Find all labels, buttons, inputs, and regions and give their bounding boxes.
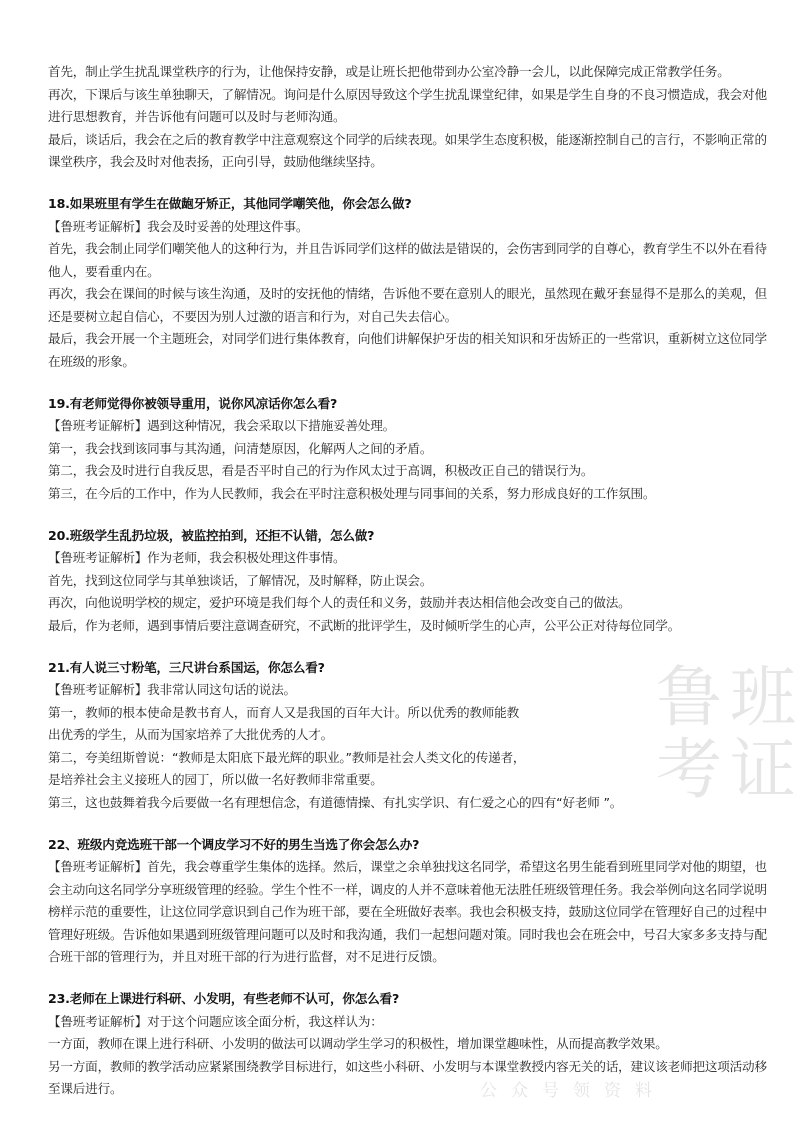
watermark-char: 班: [730, 659, 796, 736]
answer-line: 出优秀的学生，从而为国家培养了大批优秀的人才。: [48, 727, 334, 742]
answer-line: 他人，要看重内在。: [48, 263, 160, 279]
question-heading: 18.如果班里有学生在做龅牙矫正，其他同学嘲笑他，你会怎么做?: [48, 196, 412, 211]
text-line: 首先，制止学生扰乱课堂秩序的行为，让他保持安静，或是让班长把他带到办公室冷静一会儿，以此保障完成正常教学任务。: [48, 64, 730, 79]
answer-line: 在班级的形象。: [48, 353, 135, 369]
question-section: [48, 193, 768, 373]
watermark-char: 料: [635, 1081, 652, 1101]
intro-paragraph: [48, 61, 768, 174]
answer-line: 【鲁班考证解析】遇到这种情况，我会采取以下措施妥善处理。: [48, 418, 396, 433]
question-heading: 22、班级内竞选班干部一个调皮学习不好的男生当选了你会怎么办?: [48, 836, 420, 852]
answer-line: 【鲁班考证解析】首先，我会尊重学生集体的选择。然后，课堂之余单独找这名同学，希望这名男生能看到班里同学对他的期望，也: [48, 859, 767, 874]
question-section: [48, 834, 768, 969]
watermark-char: 公: [480, 1081, 497, 1101]
answer-line: 首先，找到这位同学与其单独谈话，了解情况，及时解释，防止误会。: [48, 572, 433, 588]
answer-line: 【鲁班考证解析】作为老师，我会积极处理这件事情。: [48, 550, 346, 565]
answer-line: 至课后进行。: [48, 1081, 123, 1096]
answer-line: 榜样示范的重要性，让这位同学意识到自己作为班干部，要在全班做好表率。我也会积极支持，鼓励这位同学在管理好自己的过程中: [48, 904, 767, 919]
answer-line: 第三，这也鼓舞着我今后要做一名有理想信念，有道德情操、有扎实学识、有仁爱之心的四有“好老师 ”。: [48, 794, 623, 810]
answer-line: 还是要树立起自信心，不要因为别人过激的语言和行为，对自己失去信心。: [48, 308, 457, 324]
text-line: 再次，下课后与该生单独聊天，了解情况。询问是什么原因导致这个学生扰乱课堂纪律，如果是学生自身的不良习惯造成，我会对他: [48, 86, 767, 102]
question-section: [48, 525, 768, 638]
question-heading: 21.有人说三寸粉笔，三尺讲台系国运，你怎么看?: [48, 659, 325, 675]
answer-line: 第三，在今后的工作中，作为人民教师，我会在平时注意积极处理与同事间的关系，努力形成良好的工作氛围。: [48, 485, 656, 501]
answer-line: 管理好班级。告诉他如果遇到班级管理问题可以及时和我沟通，我们一起想问题对策。同时我也会在班会中，号召大家多多支持与配: [48, 926, 767, 942]
question-heading: 23.老师在上课进行科研、小发明，有些老师不认可，你怎么看?: [48, 991, 400, 1006]
question-heading: 19.有老师觉得你被领导重用，说你风凉话你怎么看?: [48, 395, 338, 411]
answer-line: 第二，我会及时进行自我反思，看是否平时自己的行为作风太过于高调，积极改正自己的错误行为。: [48, 463, 594, 478]
watermark-char: 证: [730, 731, 796, 808]
answer-line: 第一，教师的根本使命是教书育人，而育人又是我国的百年大计。所以优秀的教师能教: [48, 704, 519, 720]
answer-line: 第二，夸美纽斯曾说：“教师是太阳底下最光辉的职业。”教师是社会人类文化的传递者，: [48, 749, 526, 765]
text-line: 最后，谈话后，我会在之后的教育教学中注意观察这个同学的后续表现。如果学生态度积极，能逐渐控制自己的言行，不影响正常的: [48, 131, 767, 147]
answer-line: 最后，作为老师，遇到事情后要注意调查研究，不武断的批评学生，及时倾听学生的心声，公平公正对待每位同学。: [48, 617, 681, 633]
question-section: [48, 988, 768, 1101]
question-section: [48, 657, 768, 815]
watermark-char: 资: [604, 1081, 621, 1101]
answer-line: 再次，我会在课间的时候与该生沟通，及时的安抚他的情绪，告诉他不要在意别人的眼光，虽然现在戴牙套显得不是那么的美观，但: [48, 286, 767, 301]
answer-line: 【鲁班考证解析】我非常认同这句话的说法。: [48, 682, 296, 697]
answer-line: 一方面，教师在课上进行科研、小发明的做法可以调动学生学习的积极性，增加课堂趣味性，从而提高教学效果。: [48, 1036, 668, 1051]
document-body: [48, 61, 768, 1101]
answer-line: 会主动向这名同学分享班级管理的经验。学生个性不一样，调皮的人并不意味着他无法胜任班级管理任务。我会举例向这名同学说明: [48, 881, 767, 897]
answer-line: 【鲁班考证解析】对于这个问题应该全面分析，我这样认为：: [48, 1013, 383, 1029]
watermark-char: 众: [511, 1081, 528, 1101]
answer-line: 首先，我会制止同学们嘲笑他人的这种行为，并且告诉同学们这样的做法是错误的，会伤害到同学的自尊心，教育学生不以外在看待: [48, 241, 767, 256]
watermark-char: 鲁: [656, 659, 722, 736]
question-heading: 20.班级学生乱扔垃圾，被监控拍到，还拒不认错，怎么做?: [48, 527, 375, 543]
answer-line: 最后，我会开展一个主题班会，对同学们进行集体教育，向他们讲解保护牙齿的相关知识和牙齿矫正的一些常识，重新树立这位同学: [48, 331, 767, 346]
answer-line: 【鲁班考证解析】我会及时妥善的处理这件事。: [48, 218, 309, 234]
answer-line: 另一方面，教师的教学活动应紧紧围绕教学目标进行，如这些小科研、小发明与本课堂教授内容无关的话，建议该老师把这项活动移: [48, 1058, 767, 1074]
answer-line: 再次，向他说明学校的规定，爱护环境是我们每个人的责任和义务，鼓励并表达相信他会改变自己的做法。: [48, 595, 631, 610]
watermark-char: 考: [656, 731, 722, 808]
watermark-char: 号: [542, 1081, 559, 1101]
answer-line: 合班干部的管理行为，并且对班干部的行为进行监督，对不足进行反馈。: [48, 949, 445, 964]
watermark-char: 领: [573, 1081, 590, 1101]
text-line: 课堂秩序，我会及时对他表扬，正向引导，鼓励他继续坚持。: [48, 154, 383, 169]
answer-line: 是培养社会主义接班人的园丁，所以做一名好教师非常重要。: [48, 772, 383, 787]
question-list: [48, 193, 768, 1101]
text-line: 进行思想教育，并告诉他有问题可以及时与老师沟通。: [48, 109, 346, 124]
answer-line: 第一，我会找到该同事与其沟通，问清楚原因，化解两人之间的矛盾。: [48, 440, 433, 456]
question-section: [48, 393, 768, 506]
